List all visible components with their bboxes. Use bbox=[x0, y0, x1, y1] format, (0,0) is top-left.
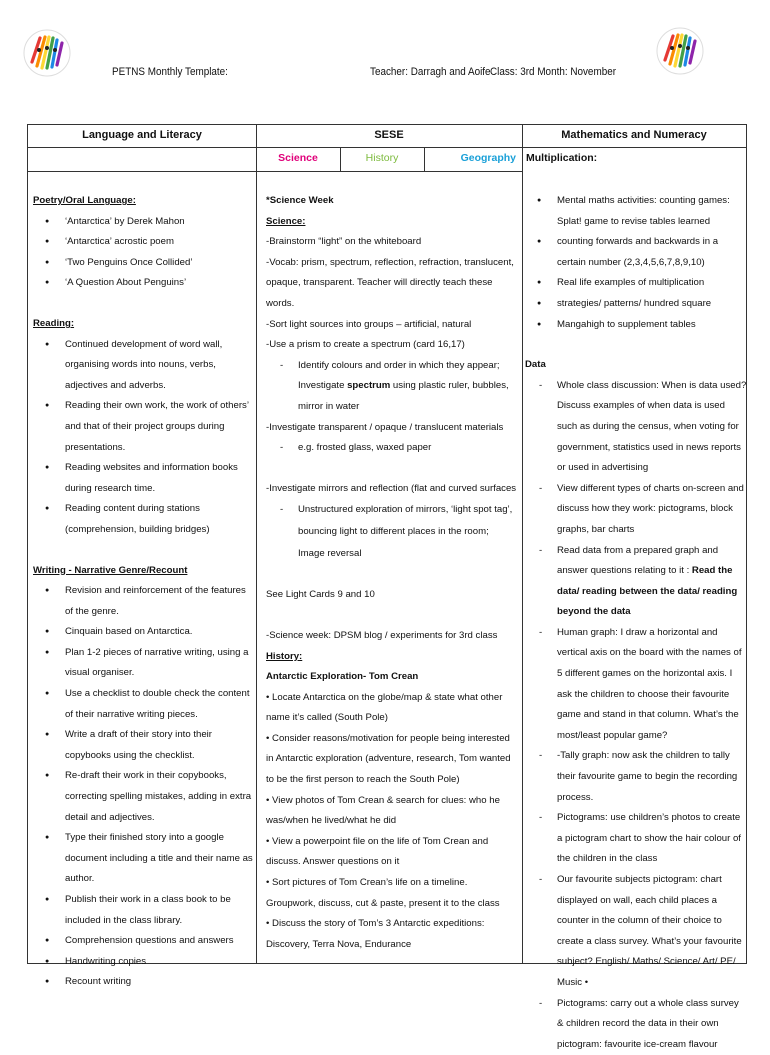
science-line: -Investigate transparent / opaque / translucent materials bbox=[266, 421, 504, 433]
list-item: ● ‘A Question About Penguins’ bbox=[33, 273, 255, 294]
list-item: - View different types of charts on-screen and discuss how they work: pictograms, block graphs, bar charts bbox=[525, 479, 747, 541]
list-item: ● counting forwards and backwards in a certain number (2,3,4,5,6,7,8,9,10) bbox=[525, 232, 747, 273]
history-line: • Discuss the story of Tom’s 3 Antarctic expeditions: Discovery, Terra Nova, Endurance bbox=[266, 918, 485, 950]
list-item: ● Reading their own work, the work of others’ and that of their project groups during presentations. bbox=[33, 396, 255, 458]
list-item: ● Continued development of word wall, organising words into nouns, verbs, adjectives and adverbs. bbox=[33, 335, 255, 397]
list-item: - Human graph: I draw a horizontal and vertical axis on the board with the names of 5 different games on the horizontal axis. I ask the children to choose their favourite game and stand in that column. What’s the most/least popular game? bbox=[525, 623, 747, 747]
list-item: ● Cinquain based on Antarctica. bbox=[33, 622, 255, 643]
reading-heading: Reading: bbox=[33, 317, 75, 329]
school-logo-right-icon bbox=[655, 26, 705, 76]
science-line: See Light Cards 9 and 10 bbox=[266, 589, 375, 601]
science-heading: Science: bbox=[266, 215, 306, 227]
list-item: - Pictograms: use children’s photos to create a pictogram chart to show the hair colour of the children in the class bbox=[525, 808, 747, 870]
tab-science: Science bbox=[278, 152, 318, 164]
history-line: • Locate Antarctica on the globe/map & state what other name it’s called (South Pole) bbox=[266, 691, 503, 724]
list-item: ● Publish their work in a class book to be included in the class library. bbox=[33, 890, 255, 931]
science-line: -Use a prism to create a spectrum (card 16,17) bbox=[266, 339, 465, 351]
list-item: - Pictograms: carry out a whole class survey & children record the data in their own pictogram: favourite ice-cream flavour bbox=[525, 994, 747, 1055]
list-item: ● Mental maths activities: counting games: Splat! game to revise tables learned bbox=[525, 191, 747, 232]
list-item: ● Type their finished story into a google document including a title and their name as author. bbox=[33, 828, 255, 890]
list-item: ● Reading content during stations (comprehension, building bridges) bbox=[33, 499, 255, 540]
history-line: • Consider reasons/motivation for people being interested in Antarctic exploration (adventure, research, Tom wanted to be the first person to reach the South Pole) bbox=[266, 732, 511, 786]
science-line: -Brainstorm “light” on the whiteboard bbox=[266, 236, 422, 248]
list-item: ● Revision and reinforcement of the features of the genre. bbox=[33, 581, 255, 622]
list-item: ● Use a checklist to double check the content of their narrative writing pieces. bbox=[33, 684, 255, 725]
list-item: - Whole class discussion: When is data used? Discuss examples of when data is used such as during the census, when voting for government, statistics used in news reports or used in advertising bbox=[525, 376, 747, 479]
list-item: ● Re-draft their work in their copybooks, correcting spelling mistakes, adding in extra detail and adjectives. bbox=[33, 766, 255, 828]
data-heading: Data bbox=[525, 359, 546, 371]
plan-table bbox=[27, 124, 747, 1050]
list-item: ● Comprehension questions and answers bbox=[33, 931, 255, 952]
science-line: -Investigate mirrors and reflection (flat and curved surfaces bbox=[266, 482, 517, 494]
literacy-heading: Language and Literacy bbox=[82, 129, 202, 141]
science-line: -Vocab: prism, spectrum, reflection, refraction, translucent, opaque, transparent. Teacher will directly teach these words. bbox=[266, 256, 514, 309]
teacher-label: Teacher: Darragh and Aoife bbox=[370, 66, 491, 78]
list-item: ● ‘Two Penguins Once Collided’ bbox=[33, 253, 255, 274]
maths-heading: Mathematics and Numeracy bbox=[561, 129, 707, 141]
history-line: • Sort pictures of Tom Crean’s life on a timeline. Groupwork, discuss, cut & paste, present it to the class bbox=[266, 877, 500, 909]
school-logo-left-icon bbox=[22, 28, 72, 78]
class-month-label: Class: 3rd Month: November bbox=[490, 66, 616, 78]
list-item: ● Real life examples of multiplication bbox=[525, 273, 747, 294]
history-line: • View a powerpoint file on the life of Tom Crean and discuss. Answer questions on it bbox=[266, 835, 489, 868]
list-item: ● strategies/ patterns/ hundred square bbox=[525, 294, 747, 315]
list-item: ● ‘Antarctica’ acrostic poem bbox=[33, 232, 255, 253]
list-item: - Read data from a prepared graph and answer questions relating to it : Read the data/ reading between the data/ reading beyond the data bbox=[525, 541, 747, 623]
list-item: ● Mangahigh to supplement tables bbox=[525, 315, 747, 336]
list-item: ● Recount writing bbox=[33, 972, 255, 993]
maths-column bbox=[525, 191, 747, 1055]
science-line: -Science week: DPSM blog / experiments for 3rd class bbox=[266, 629, 498, 641]
list-item: - Our favourite subjects pictogram: chart displayed on wall, each child places a counter in the column of their choice to create a class survey. What’s your favourite subject? English/ Maths/ Science/ Art/ PE/ Music • bbox=[525, 870, 747, 994]
science-week-label: *Science Week bbox=[266, 195, 334, 206]
history-line: • View photos of Tom Crean & search for clues: who he was/when he lived/what he did bbox=[266, 794, 500, 827]
tab-geography: Geography bbox=[460, 152, 516, 164]
list-item: ● Plan 1-2 pieces of narrative writing, using a visual organiser. bbox=[33, 643, 255, 684]
list-item: - -Tally graph: now ask the children to tally their favourite game to begin the recording process. bbox=[525, 746, 747, 808]
multiplication-heading: Multiplication: bbox=[526, 152, 598, 164]
list-item: - Unstructured exploration of mirrors, ‘light spot tag’, bouncing light to different places in the room; Image reversal bbox=[266, 499, 518, 565]
history-heading: History: bbox=[266, 650, 303, 662]
literacy-column bbox=[33, 191, 255, 993]
list-item: ● Reading websites and information books during research time. bbox=[33, 458, 255, 499]
sese-column bbox=[266, 191, 518, 955]
list-item: ● ‘Antarctica’ by Derek Mahon bbox=[33, 212, 255, 233]
poetry-heading: Poetry/Oral Language: bbox=[33, 195, 136, 206]
history-subheading: Antarctic Exploration- Tom Crean bbox=[266, 671, 419, 683]
list-item: - e.g. frosted glass, waxed paper bbox=[266, 438, 518, 459]
list-item: ● Handwriting copies bbox=[33, 952, 255, 973]
sese-heading: SESE bbox=[374, 129, 404, 141]
science-line: -Sort light sources into groups – artificial, natural bbox=[266, 318, 472, 330]
list-item: - Identify colours and order in which they appear; Investigate spectrum using plastic ruler, bubbles, mirror in water bbox=[266, 356, 518, 418]
list-item: ● Write a draft of their story into their copybooks using the checklist. bbox=[33, 725, 255, 766]
template-title: PETNS Monthly Template: bbox=[112, 66, 228, 78]
tab-history: History bbox=[365, 152, 399, 164]
writing-heading: Writing - Narrative Genre/Recount bbox=[33, 564, 188, 576]
